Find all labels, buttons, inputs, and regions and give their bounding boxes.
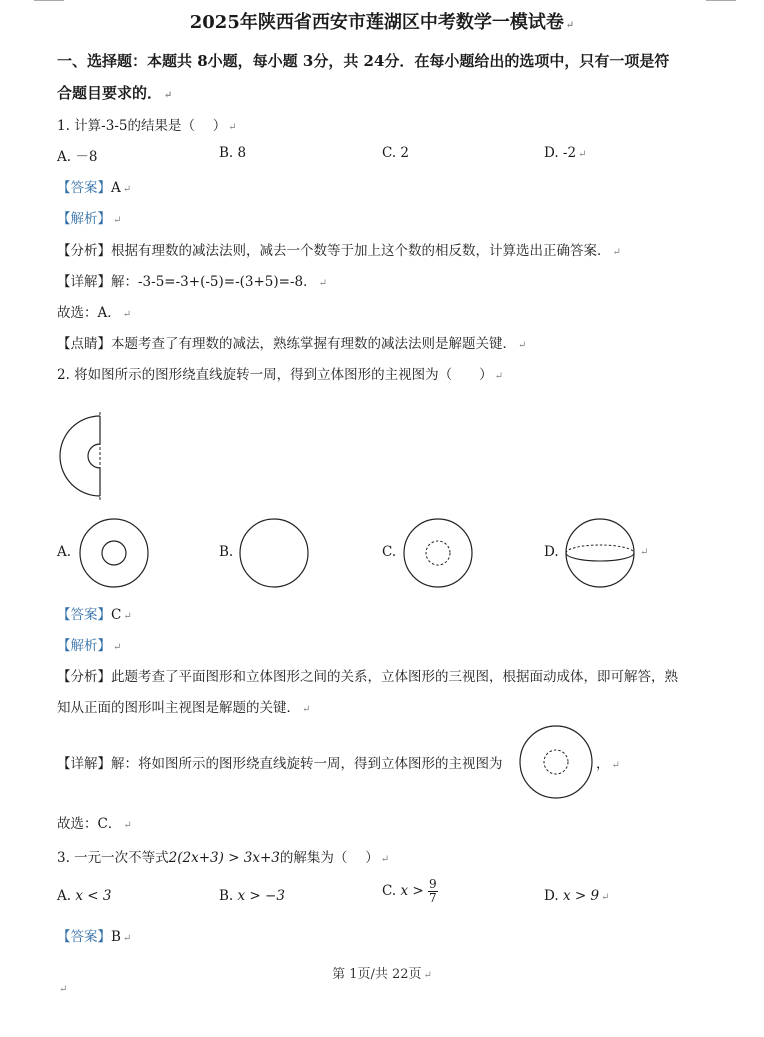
q2-option-c-label: C.: [382, 544, 397, 560]
q2-xiangjie-end: ， ↵: [596, 756, 620, 772]
q2-stem: 2. 将如图所示的图形绕直线旋转一周，得到立体图形的主视图为（ ） ↵: [57, 367, 504, 383]
q2-fenxi-line2: 知从正面的图形叫主视图是解题的关键． ↵: [57, 700, 311, 716]
q1-option-a: A. －8: [57, 149, 98, 165]
paragraph-mark: ↵: [640, 547, 649, 558]
q2-fenxi-line1: 【分析】此题考查了平面图形和立体图形之间的关系，立体图形的三视图，根据面动成体，即可解答，熟: [57, 669, 678, 685]
q2-xiangjie-figure: [518, 724, 594, 800]
q2-answer: 【答案】C ↵: [57, 607, 132, 623]
q2-analysis-tag: 【解析】 ↵: [57, 638, 122, 654]
q1-choose: 故选：A． ↵: [57, 305, 132, 321]
q2-option-a-figure: [78, 517, 150, 589]
q1-option-c: C. 2: [382, 145, 410, 161]
q2-option-c-figure: [402, 517, 474, 589]
q3-option-c: C. x > $\frac{9}{7}$: [382, 877, 437, 905]
q1-option-d: D. -2 ↵: [544, 145, 587, 161]
q2-option-d-label: D.: [544, 544, 559, 560]
q1-answer: 【答案】A ↵: [57, 180, 132, 196]
paragraph-mark: ↵: [59, 984, 68, 995]
q3-answer: 【答案】B ↵: [57, 929, 132, 945]
q1-analysis-tag: 【解析】 ↵: [57, 211, 122, 227]
q3-option-a: A. x < 3: [57, 888, 112, 904]
q1-xiangjie: 【详解】解：-3-5=-3+(-5)=-(3+5)=-8． ↵: [57, 274, 328, 290]
q2-option-b-label: B.: [219, 544, 234, 560]
q2-option-a-label: A.: [57, 544, 72, 560]
q1-fenxi: 【分析】根据有理数的减法法则，减去一个数等于加上这个数的相反数，计算选出正确答案． ↵: [57, 243, 621, 259]
q2-option-b-figure: [238, 517, 310, 589]
section-heading-line1: 一、选择题：本题共 8小题，每小题 3分，共 24分．在每小题给出的选项中，只有一项是符: [57, 52, 670, 70]
q2-option-d-figure: [564, 517, 636, 589]
fraction: $\frac{9}{7}$: [428, 877, 437, 905]
document-title: 2025年陕西省西安市莲湖区中考数学一模试卷 ↵: [189, 12, 575, 33]
q1-dianjing: 【点睛】本题考查了有理数的减法，熟练掌握有理数的减法法则是解题关键． ↵: [57, 336, 527, 352]
page-corner-right: [706, 0, 736, 1]
q3-option-d: D. x > 9 ↵: [544, 888, 610, 904]
page-corner-left: [34, 0, 64, 1]
page-footer: 第 1页/共 22页 ↵: [332, 967, 432, 982]
q2-semicircle-figure: [52, 410, 112, 502]
q2-choose: 故选：C． ↵: [57, 816, 132, 832]
q3-stem: 3. 一元一次不等式2(2x+3) > 3x+3的解集为（ ） ↵: [57, 850, 390, 866]
q1-stem: 1. 计算-3-5的结果是（ ） ↵: [57, 118, 237, 134]
q2-xiangjie: 【详解】解：将如图所示的图形绕直线旋转一周，得到立体图形的主视图为: [57, 756, 503, 772]
q3-option-b: B. x > −3: [219, 888, 285, 904]
q1-option-b: B. 8: [219, 145, 247, 161]
section-heading-line2: 合题目要求的． ↵: [57, 84, 173, 102]
